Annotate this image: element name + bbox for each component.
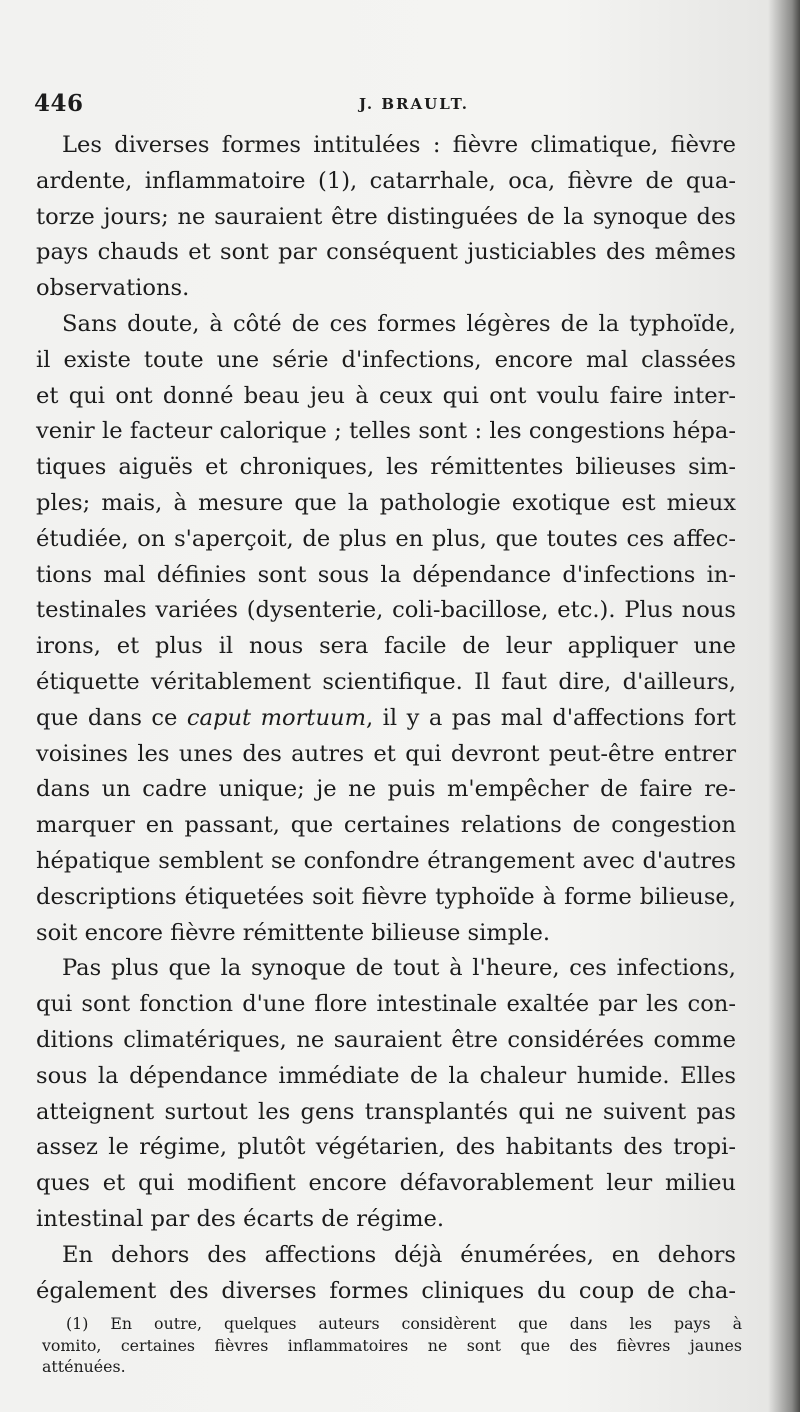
text-line: Pas plus que la synoque de tout à l'heure, ces infections, xyxy=(62,955,736,982)
text-line: qui sont fonction d'une flore intestinale exaltée par les con- xyxy=(36,991,736,1018)
text-line: ditions climatériques, ne sauraient être considérées comme xyxy=(36,1026,736,1053)
text-line: ques et qui modifient encore défavorablement leur milieu xyxy=(36,1170,736,1197)
text-line: ardente, inflammatoire (1), catarrhale, oca, fièvre de qua- xyxy=(36,167,736,194)
text-line: il existe toute une série d'infections, encore mal classées xyxy=(36,346,736,373)
body-text xyxy=(36,128,736,1309)
text-line: également des diverses formes cliniques du coup de cha- xyxy=(36,1277,736,1304)
text-line: testinales variées (dysenterie, coli-bacillose, etc.). Plus nous xyxy=(36,597,736,624)
page-header xyxy=(34,90,734,120)
text-line: observations. xyxy=(36,275,190,302)
text-line: venir le facteur calorique ; telles sont : les congestions hépa- xyxy=(36,418,736,445)
text-line: assez le régime, plutôt végétarien, des habitants des tropi- xyxy=(36,1134,736,1161)
text-line: voisines les unes des autres et qui devront peut-être entrer xyxy=(36,740,736,767)
text-line: dans un cadre unique; je ne puis m'empêcher de faire re- xyxy=(36,776,736,803)
text-line: En dehors des affections déjà énumérées, en dehors xyxy=(62,1241,736,1268)
footnote-line: atténuées. xyxy=(42,1357,126,1376)
text-line: hépatique semblent se confondre étrangement avec d'autres xyxy=(36,847,736,874)
text-line: irons, et plus il nous sera facile de leur appliquer une xyxy=(36,633,736,660)
text-line: ples; mais, à mesure que la pathologie exotique est mieux xyxy=(36,489,736,516)
text-line: Les diverses formes intitulées : fièvre climatique, fièvre xyxy=(62,132,736,158)
text-line: pays chauds et sont par conséquent justiciables des mêmes xyxy=(36,239,736,266)
page-number: 446 xyxy=(34,90,84,117)
text-line: Sans doute, à côté de ces formes légères de la typhoïde, xyxy=(62,310,736,337)
text-line: et qui ont donné beau jeu à ceux qui ont voulu faire inter- xyxy=(36,382,736,409)
text-line: étudiée, on s'aperçoit, de plus en plus, que toutes ces affec- xyxy=(36,525,736,552)
text-line: soit encore fièvre rémittente bilieuse simple. xyxy=(36,919,551,946)
text-line: intestinal par des écarts de régime. xyxy=(36,1205,445,1232)
footnote xyxy=(42,1313,742,1378)
running-head: J. BRAULT. xyxy=(359,95,470,113)
text-line: torze jours; ne sauraient être distinguées de la synoque des xyxy=(36,203,736,230)
text-line: tiques aiguës et chroniques, les rémittentes bilieuses sim- xyxy=(36,454,736,481)
text-line: que dans ce caput mortuum, il y a pas mal d'affections fort xyxy=(36,704,736,731)
text-line: étiquette véritablement scientifique. Il faut dire, d'ailleurs, xyxy=(36,668,736,695)
text-line: marquer en passant, que certaines relations de congestion xyxy=(36,812,736,839)
text-line: atteignent surtout les gens transplantés qui ne suivent pas xyxy=(36,1098,736,1125)
footnote-line: (1) En outre, quelques auteurs considèrent que dans les pays à xyxy=(66,1314,742,1333)
text-line: tions mal définies sont sous la dépendance d'infections in- xyxy=(36,561,736,588)
text-line: descriptions étiquetées soit fièvre typhoïde à forme bilieuse, xyxy=(36,883,736,910)
footnote-line: vomito, certaines fièvres inflammatoires ne sont que des fièvres jaunes xyxy=(42,1335,742,1355)
text-line: sous la dépendance immédiate de la chaleur humide. Elles xyxy=(36,1062,736,1089)
